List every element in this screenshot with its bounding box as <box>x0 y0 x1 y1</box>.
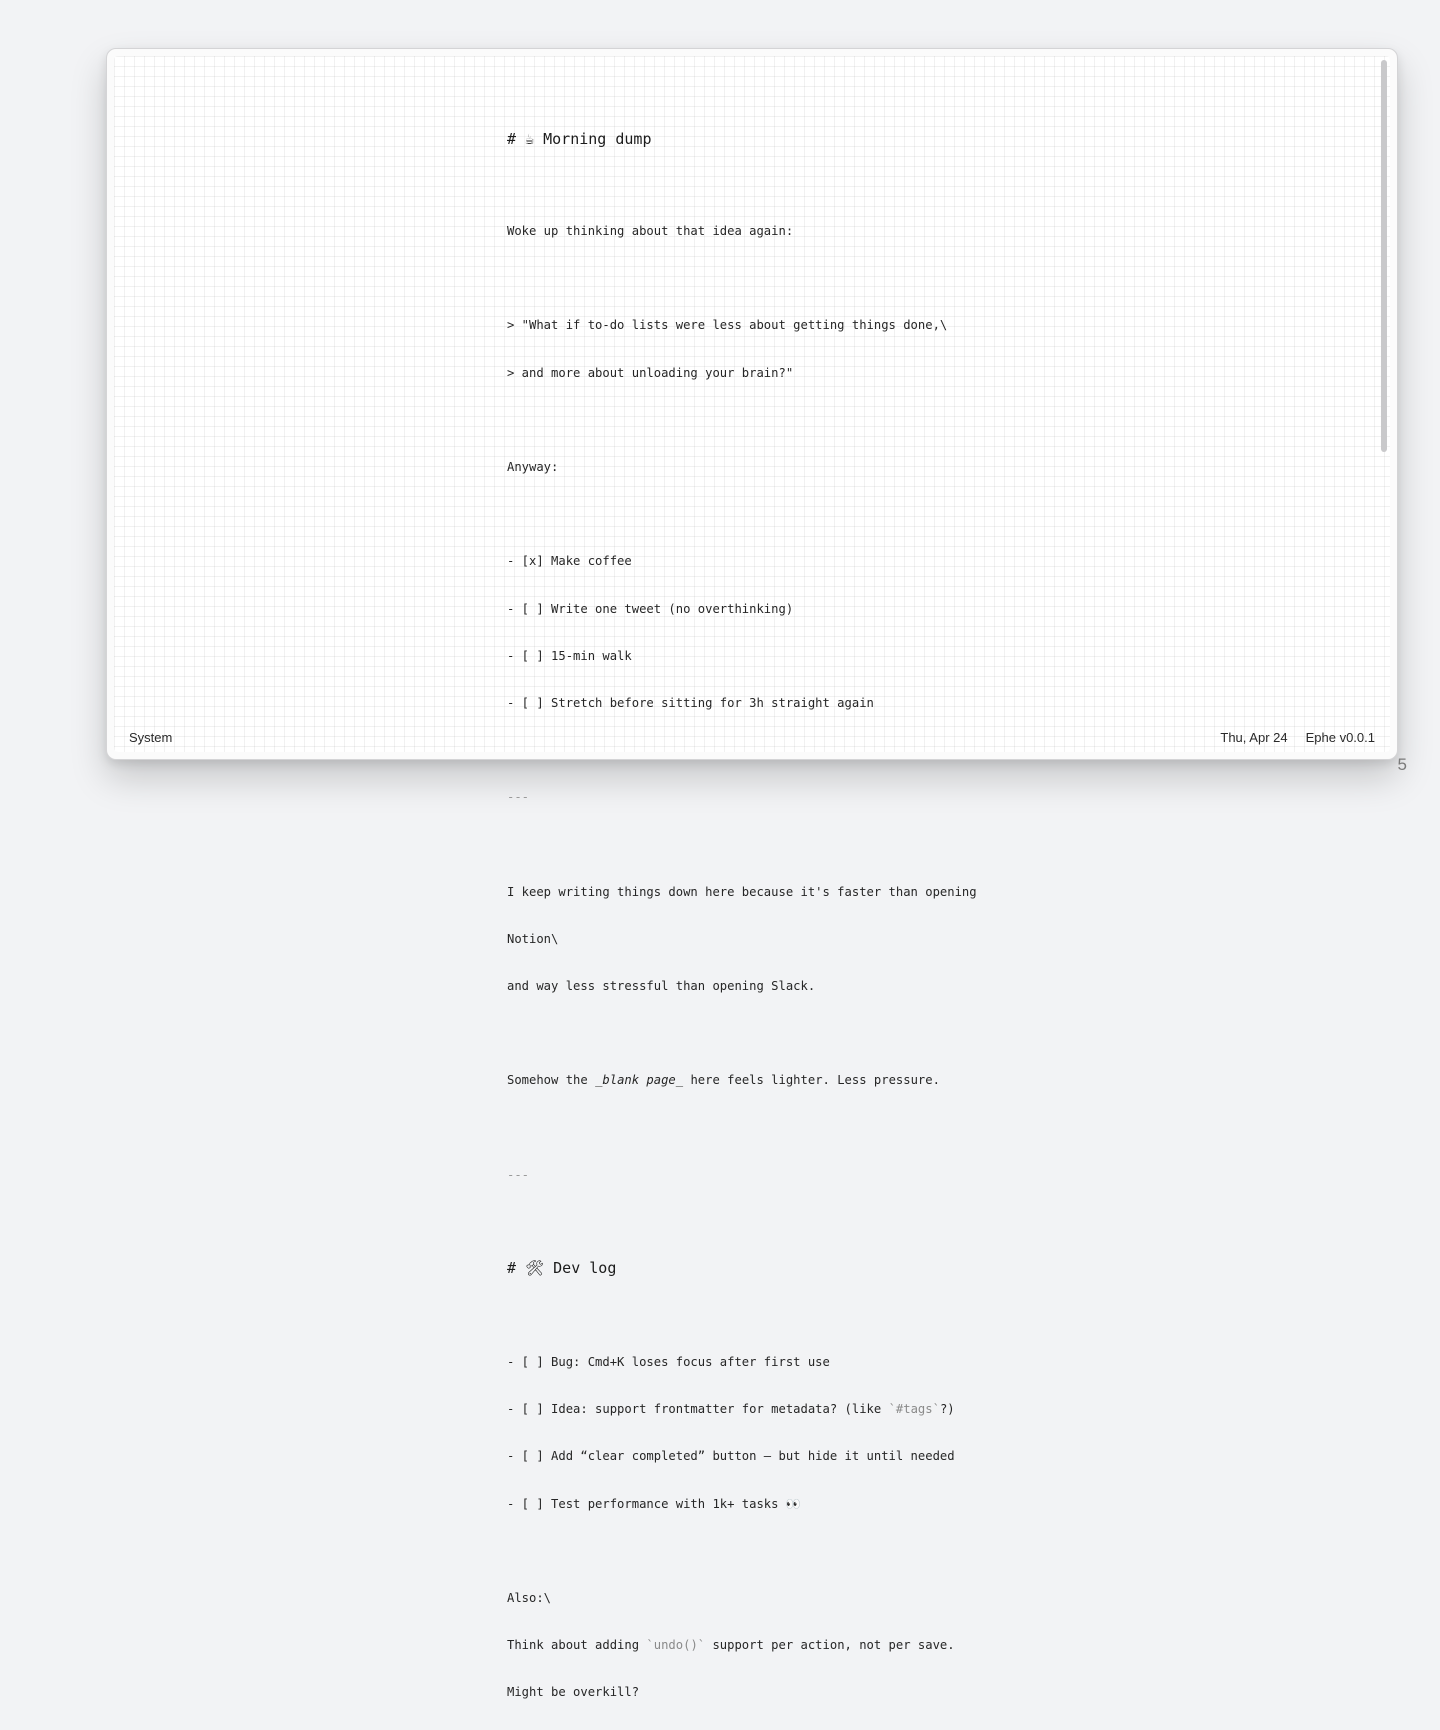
text-line: Woke up thinking about that idea again: <box>507 224 794 238</box>
app-version-label[interactable]: Ephe v0.0.1 <box>1305 730 1375 745</box>
todo-item <box>507 1400 1027 1419</box>
todo-item: - [ ] Stretch before sitting for 3h straight again <box>507 695 874 710</box>
todo-item: - [ ] Test performance with 1k+ tasks 👀 <box>507 1496 801 1511</box>
inline-code: `#tags` <box>888 1402 940 1417</box>
text-line <box>507 1071 1027 1090</box>
text-line: I keep writing things down here because it's faster than opening <box>507 884 977 899</box>
text-line: Also:\ <box>507 1590 552 1605</box>
heading-dev-log: # 🛠 Dev log <box>507 1258 617 1277</box>
horizontal-rule: --- <box>507 1167 530 1182</box>
theme-toggle[interactable]: System <box>129 730 173 745</box>
inline-code: `undo()` <box>646 1638 706 1653</box>
app-window <box>106 48 1398 1700</box>
text-fragment: - [ ] Idea: support frontmatter for metadata? (like <box>507 1402 889 1417</box>
text-fragment: Think about adding <box>507 1638 647 1653</box>
todo-item: - [ ] Bug: Cmd+K loses focus after first use <box>507 1354 830 1369</box>
text-line: and way less stressful than opening Slack. <box>507 979 816 993</box>
todo-item: - [x] Make coffee <box>507 554 632 569</box>
horizontal-rule: --- <box>507 790 530 805</box>
text-fragment: support per action, not per save. <box>705 1638 955 1653</box>
date-label[interactable]: Thu, Apr 24 <box>1220 730 1288 745</box>
text-fragment: here feels lighter. Less pressure. <box>683 1073 940 1088</box>
todo-item: - [ ] Write one tweet (no overthinking) <box>507 601 794 616</box>
page-number: 5 <box>1397 755 1407 774</box>
italic-text: _blank page_ <box>595 1073 684 1088</box>
todo-item: - [ ] 15-min walk <box>507 648 632 663</box>
text-line: Notion\ <box>507 931 559 946</box>
text-fragment: ?) <box>939 1402 955 1417</box>
text-line <box>507 1636 1027 1655</box>
blockquote-line: > and more about unloading your brain?" <box>507 365 794 380</box>
blockquote-line: > "What if to-do lists were less about getting things done,\ <box>507 318 948 333</box>
todo-item: - [ ] Add “clear completed” button — but hide it until needed <box>507 1449 955 1464</box>
heading-morning-dump: # ☕ Morning dump <box>507 130 652 148</box>
vertical-scrollbar[interactable] <box>1381 60 1387 452</box>
editor-document[interactable] <box>507 98 1027 1730</box>
text-fragment: Somehow the <box>507 1073 596 1088</box>
status-bar-right <box>1220 730 1375 745</box>
text-line: Anyway: <box>507 459 559 474</box>
markdown-editor[interactable] <box>114 56 1390 1700</box>
text-line: Might be overkill? <box>507 1685 640 1700</box>
